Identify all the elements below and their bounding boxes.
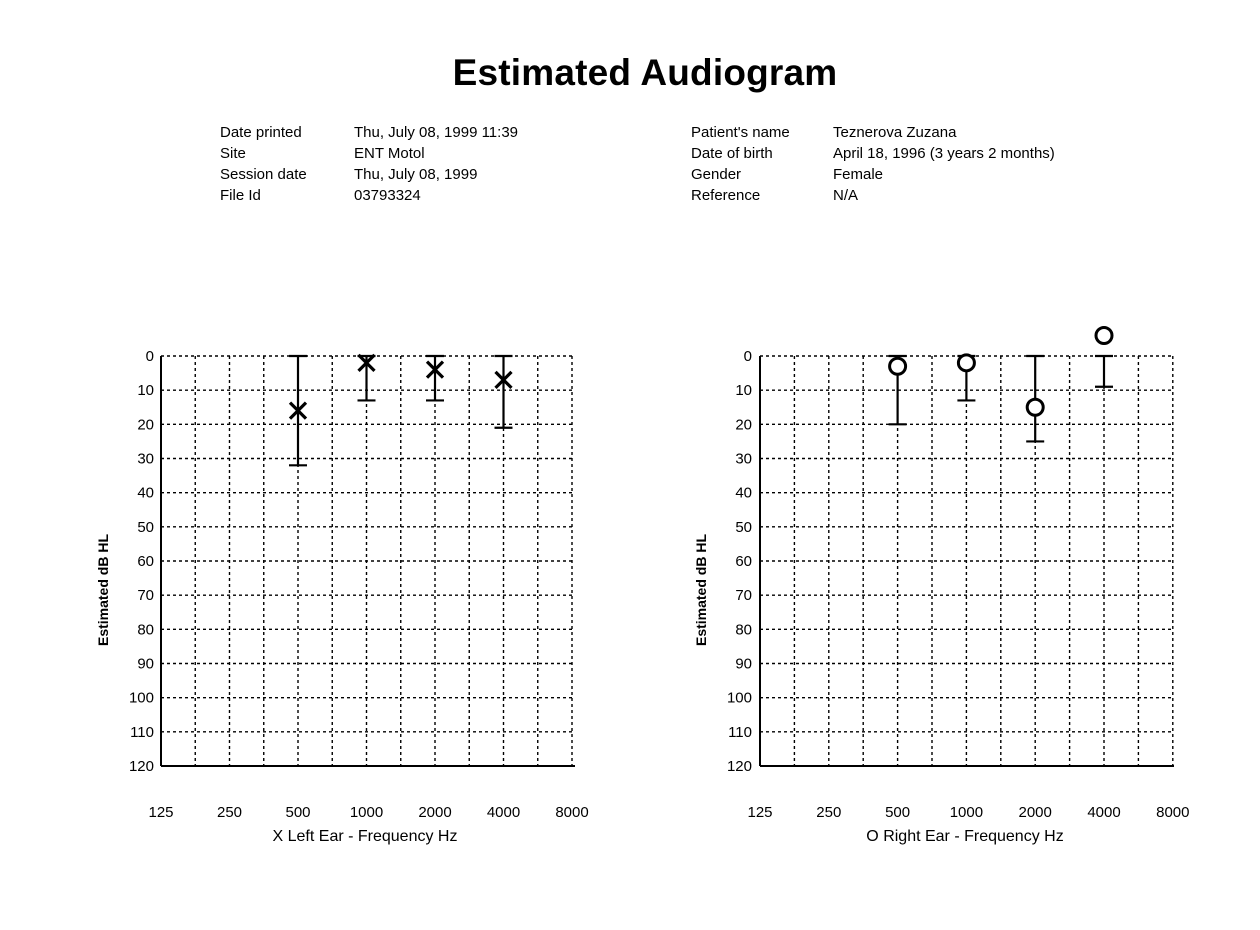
report-title: Estimated Audiogram (452, 52, 838, 93)
reference-label: Reference (691, 187, 761, 204)
file-id-label: File Id (220, 187, 261, 204)
o-marker (958, 355, 974, 371)
date-printed-value: Thu, July 08, 1999 11:39 (354, 124, 519, 141)
y-tick-label: 60 (137, 553, 154, 570)
patient-name-label: Patient's name (691, 124, 790, 141)
o-marker (1027, 399, 1043, 415)
x-tick-label: 2000 (418, 804, 452, 821)
x-tick-label: 2000 (1018, 804, 1052, 821)
x-tick-label: 500 (885, 804, 911, 821)
y-axis-label: Estimated dB HL (693, 533, 709, 647)
site-value: ENT Motol (354, 145, 425, 162)
date-of-birth-value: April 18, 1996 (3 years 2 months) (833, 145, 1055, 162)
x-tick-label: 4000 (486, 804, 521, 821)
date-of-birth-label: Date of birth (691, 145, 773, 162)
x-axis-label: O Right Ear - Frequency Hz (866, 828, 1064, 845)
y-tick-label: 40 (137, 484, 154, 502)
y-tick-label: 110 (130, 723, 154, 741)
x-tick-label: 250 (216, 804, 243, 821)
y-tick-label: 100 (128, 689, 154, 707)
y-tick-label: 70 (735, 587, 752, 605)
site-label: Site (220, 145, 246, 162)
y-tick-label: 110 (728, 723, 752, 741)
x-tick-label: 4000 (1087, 804, 1121, 821)
x-tick-label: 1000 (949, 804, 984, 821)
y-tick-label: 120 (128, 758, 154, 775)
y-axis-label: Estimated dB HL (95, 533, 111, 647)
y-tick-label: 80 (137, 621, 154, 639)
reference-value: N/A (833, 187, 859, 204)
y-tick-label: 30 (137, 450, 154, 468)
x-tick-label: 1000 (349, 804, 384, 821)
patient-name-value: Teznerova Zuzana (833, 124, 957, 141)
o-marker (890, 358, 906, 374)
y-tick-label: 100 (726, 689, 752, 707)
o-marker (1096, 328, 1112, 344)
y-tick-label: 60 (735, 553, 752, 570)
x-tick-label: 125 (148, 804, 174, 821)
y-tick-label: 10 (735, 382, 752, 400)
y-tick-label: 120 (726, 758, 752, 775)
y-tick-label: 20 (735, 416, 752, 434)
y-tick-label: 90 (137, 655, 154, 673)
y-tick-label: 20 (137, 416, 154, 434)
x-axis-label: X Left Ear - Frequency Hz (272, 828, 458, 845)
date-printed-label: Date printed (220, 124, 302, 141)
y-tick-label: 10 (137, 382, 154, 400)
y-tick-label: 50 (137, 518, 154, 536)
y-tick-label: 90 (735, 655, 752, 673)
gender-label: Gender (691, 166, 742, 183)
y-tick-label: 0 (145, 348, 154, 365)
y-tick-label: 80 (735, 621, 752, 639)
y-tick-label: 30 (735, 450, 752, 468)
y-tick-label: 0 (743, 348, 752, 365)
session-date-value: Thu, July 08, 1999 (354, 166, 478, 183)
y-tick-label: 70 (137, 587, 154, 605)
x-tick-label: 125 (747, 804, 773, 821)
session-date-label: Session date (220, 166, 307, 183)
y-tick-label: 40 (735, 484, 752, 502)
x-tick-label: 250 (816, 804, 842, 821)
x-tick-label: 8000 (1156, 804, 1190, 821)
y-tick-label: 50 (735, 518, 752, 536)
x-tick-label: 500 (285, 804, 311, 821)
file-id-value: 03793324 (354, 187, 421, 204)
x-tick-label: 8000 (555, 804, 589, 821)
gender-value: Female (833, 166, 884, 183)
